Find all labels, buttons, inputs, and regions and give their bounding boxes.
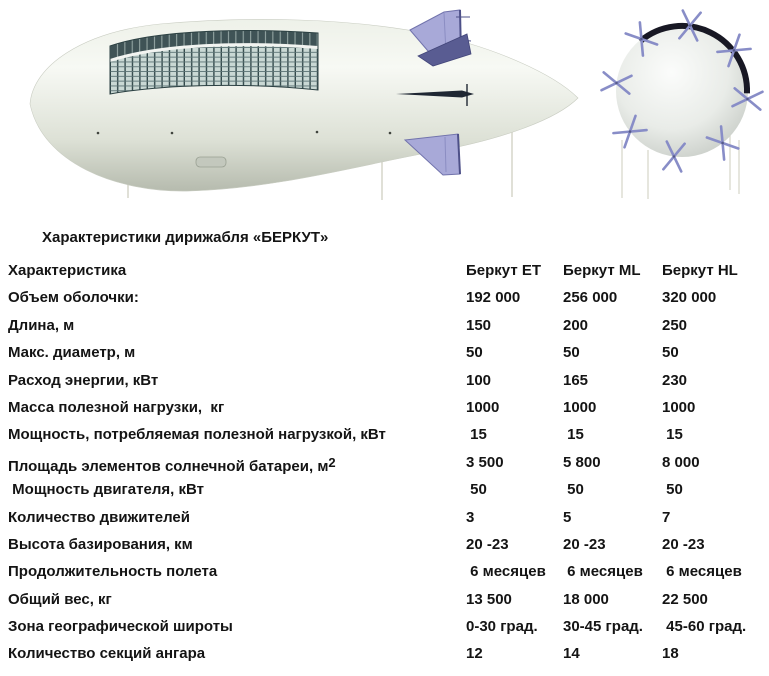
airship-front-view xyxy=(602,11,763,199)
row-label: Зона географической широты xyxy=(8,618,233,636)
cell-value: 50 xyxy=(662,344,679,362)
cell-value: 14 xyxy=(563,645,580,663)
table-row xyxy=(8,317,765,344)
cell-value: 7 xyxy=(662,508,671,526)
row-label: Площадь элементов солнечной батареи, $м^2$ xyxy=(8,454,336,475)
cell-value: 192 000 xyxy=(466,289,521,307)
row-label: Объем оболочки: xyxy=(8,289,139,307)
cell-value: 150 xyxy=(466,316,492,334)
row-label: Мощность, потребляемая полезной нагрузкой, кВт xyxy=(8,426,386,444)
cell-value: 6 месяцев xyxy=(662,563,742,581)
table-row xyxy=(8,372,765,399)
cell-value: 50 xyxy=(662,481,683,499)
cell-value: 6 месяцев xyxy=(466,563,546,581)
cell-value: 3 500 xyxy=(466,453,504,471)
cell-value: 45-60 град. xyxy=(662,618,747,636)
table-header-row xyxy=(8,262,765,289)
row-label: Длина, м xyxy=(8,316,75,334)
table-row xyxy=(8,344,765,371)
cell-value: 200 xyxy=(563,316,589,334)
cell-value: 100 xyxy=(466,371,492,389)
cell-value: 15 xyxy=(662,426,683,444)
cell-value: 20 -23 xyxy=(466,535,509,553)
table-row xyxy=(8,563,765,590)
cell-value: 50 xyxy=(563,481,584,499)
row-label: Расход энергии, кВт xyxy=(8,371,159,389)
cell-value: 6 месяцев xyxy=(563,563,643,581)
cell-value: 15 xyxy=(466,426,487,444)
cell-value: 50 xyxy=(466,344,483,362)
column-header: Беркут ET xyxy=(466,262,541,279)
cell-value: 0-30 град. xyxy=(466,618,538,636)
gondola xyxy=(196,157,226,167)
cell-value: 22 500 xyxy=(662,590,708,608)
cell-value: 1000 xyxy=(563,398,597,416)
cell-value: 50 xyxy=(466,481,487,499)
cell-value: 18 xyxy=(662,645,679,663)
table-row xyxy=(8,536,765,563)
table-row xyxy=(8,645,765,672)
column-header: Беркут ML xyxy=(563,262,641,279)
table-row xyxy=(8,426,765,453)
row-label: Общий вес, кг xyxy=(8,590,112,608)
cell-value: 165 xyxy=(563,371,589,389)
table-row xyxy=(8,399,765,426)
solar-panel xyxy=(110,31,318,94)
table-row xyxy=(8,454,765,481)
cell-value: 5 xyxy=(563,508,572,526)
page-title: Характеристики дирижабля «БЕРКУТ» xyxy=(42,229,329,246)
cell-value: 1000 xyxy=(466,398,500,416)
row-label: Мощность двигателя, кВт xyxy=(8,481,204,499)
table-row xyxy=(8,289,765,316)
table-row xyxy=(8,481,765,508)
cell-value: 18 000 xyxy=(563,590,609,608)
row-label: Макс. диаметр, м xyxy=(8,344,136,362)
cell-value: 20 -23 xyxy=(662,535,705,553)
row-label: Количество движителей xyxy=(8,508,190,526)
airship-side-view xyxy=(30,10,578,200)
cell-value: 8 000 xyxy=(662,453,700,471)
table-row xyxy=(8,618,765,645)
cell-value: 15 xyxy=(563,426,584,444)
row-label: Продолжительность полета xyxy=(8,563,218,581)
cell-value: 30-45 град. xyxy=(563,618,643,636)
column-header: Беркут HL xyxy=(662,262,738,279)
cell-value: 13 500 xyxy=(466,590,512,608)
row-label: Количество секций ангара xyxy=(8,645,206,663)
cell-value: 250 xyxy=(662,316,688,334)
cell-value: 3 xyxy=(466,508,475,526)
table-row xyxy=(8,509,765,536)
cell-value: 50 xyxy=(563,344,580,362)
column-header: Характеристика xyxy=(8,262,127,279)
row-label: Высота базирования, км xyxy=(8,535,193,553)
table-row xyxy=(8,591,765,618)
label-superscript: 2 xyxy=(328,454,336,470)
airship-figure xyxy=(0,0,769,224)
cell-value: 1000 xyxy=(662,398,696,416)
cell-value: 12 xyxy=(466,645,483,663)
cell-value: 320 000 xyxy=(662,289,717,307)
row-label: Масса полезной нагрузки, кг xyxy=(8,398,225,416)
cell-value: 20 -23 xyxy=(563,535,606,553)
cell-value: 256 000 xyxy=(563,289,618,307)
spec-table xyxy=(8,262,765,673)
cell-value: 5 800 xyxy=(563,453,601,471)
cell-value: 230 xyxy=(662,371,688,389)
